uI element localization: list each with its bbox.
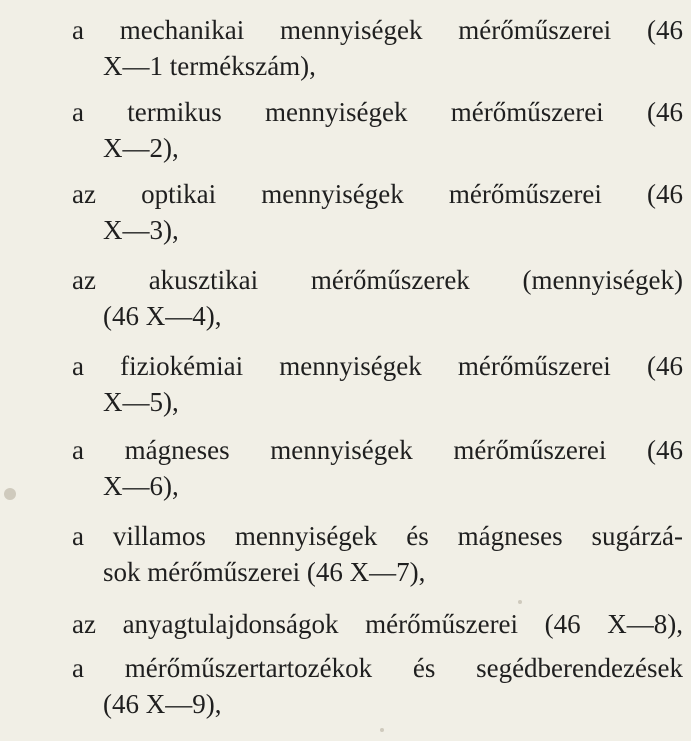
- list-item: [72, 12, 683, 84]
- entry-word: akusztikai: [148, 265, 259, 295]
- entry-word: az: [72, 609, 96, 639]
- entry-word: a: [72, 435, 84, 465]
- entry-word: mennyiségek: [279, 351, 422, 381]
- entry-first-line: [72, 12, 683, 48]
- entry-word: mágneses: [124, 435, 230, 465]
- entry-continuation-line: sok mérőműszerei (46 X—7),: [103, 557, 426, 587]
- entry-word: fiziokémiai: [120, 351, 244, 381]
- entry-continuation-line: (46 X—4),: [103, 301, 222, 331]
- entry-word: (46: [646, 435, 683, 465]
- entry-word: mérőműszerei: [457, 351, 611, 381]
- list-item: [72, 650, 683, 722]
- entry-continuation-line: X—5),: [103, 387, 179, 417]
- entry-word: és: [412, 653, 436, 683]
- paper-speck: [518, 600, 522, 604]
- entry-word: sugárzá-: [591, 521, 683, 551]
- entry-word: (46: [647, 179, 683, 209]
- entry-word: (mennyiségek): [522, 265, 683, 295]
- list-item: [72, 606, 683, 642]
- list-item: [72, 348, 683, 420]
- entry-word: mennyiségek: [280, 15, 423, 45]
- entry-first-line: [72, 518, 683, 554]
- list-item: [72, 176, 683, 248]
- list-item: [72, 518, 683, 590]
- entry-word: mérőműszertartozékok: [124, 653, 373, 683]
- entry-word: mennyiségek: [234, 521, 378, 551]
- entry-word: mennyiségek: [270, 435, 413, 465]
- entry-first-line: [72, 348, 683, 384]
- paper-speck: [380, 728, 384, 732]
- entry-word: mérőműszerei: [450, 97, 604, 127]
- paper-speck: [4, 488, 16, 500]
- entry-word: termikus: [127, 97, 222, 127]
- entry-continuation-line: X—6),: [103, 471, 179, 501]
- entry-word: mechanikai: [119, 15, 245, 45]
- entry-first-line: [72, 262, 683, 298]
- entry-first-line: [72, 432, 683, 468]
- entry-continuation-line: X—3),: [103, 215, 179, 245]
- entry-word: a: [72, 351, 84, 381]
- entry-word: a: [72, 521, 84, 551]
- entry-word: az: [72, 265, 96, 295]
- entry-word: mérőműszerei: [453, 435, 607, 465]
- entry-word: a: [72, 653, 84, 683]
- entry-word: a: [72, 15, 84, 45]
- entry-word: mérőműszerei: [448, 179, 602, 209]
- entry-word: villamos: [112, 521, 206, 551]
- entry-word: (46: [646, 351, 683, 381]
- entry-continuation-line: X—1 termékszám),: [103, 51, 316, 81]
- entry-word: optikai: [141, 179, 217, 209]
- list-item: [72, 262, 683, 334]
- entry-word: mérőműszerei: [458, 15, 612, 45]
- entry-word: segédberendezések: [476, 653, 683, 683]
- entry-word: mágneses: [457, 521, 563, 551]
- entry-word: az: [72, 179, 96, 209]
- entry-word: (46: [646, 97, 683, 127]
- list-item: [72, 432, 683, 504]
- entry-word: X—8),: [607, 609, 683, 639]
- entry-word: anyagtulajdonságok: [122, 609, 339, 639]
- entry-word: mérőműszerei: [365, 609, 519, 639]
- entry-word: (46: [646, 15, 683, 45]
- entry-first-line: [72, 176, 683, 212]
- entry-word: mennyiségek: [261, 179, 404, 209]
- list-item: [72, 94, 683, 166]
- entry-word: a: [72, 97, 84, 127]
- entry-continuation-line: X—2),: [103, 133, 179, 163]
- entry-word: és: [406, 521, 429, 551]
- entry-word: mérőműszerek: [310, 265, 470, 295]
- entry-first-line: [72, 606, 683, 642]
- entry-first-line: [72, 94, 683, 130]
- entry-word: (46: [544, 609, 581, 639]
- entry-word: mennyiségek: [265, 97, 408, 127]
- entry-first-line: [72, 650, 683, 686]
- entry-continuation-line: (46 X—9),: [103, 689, 222, 719]
